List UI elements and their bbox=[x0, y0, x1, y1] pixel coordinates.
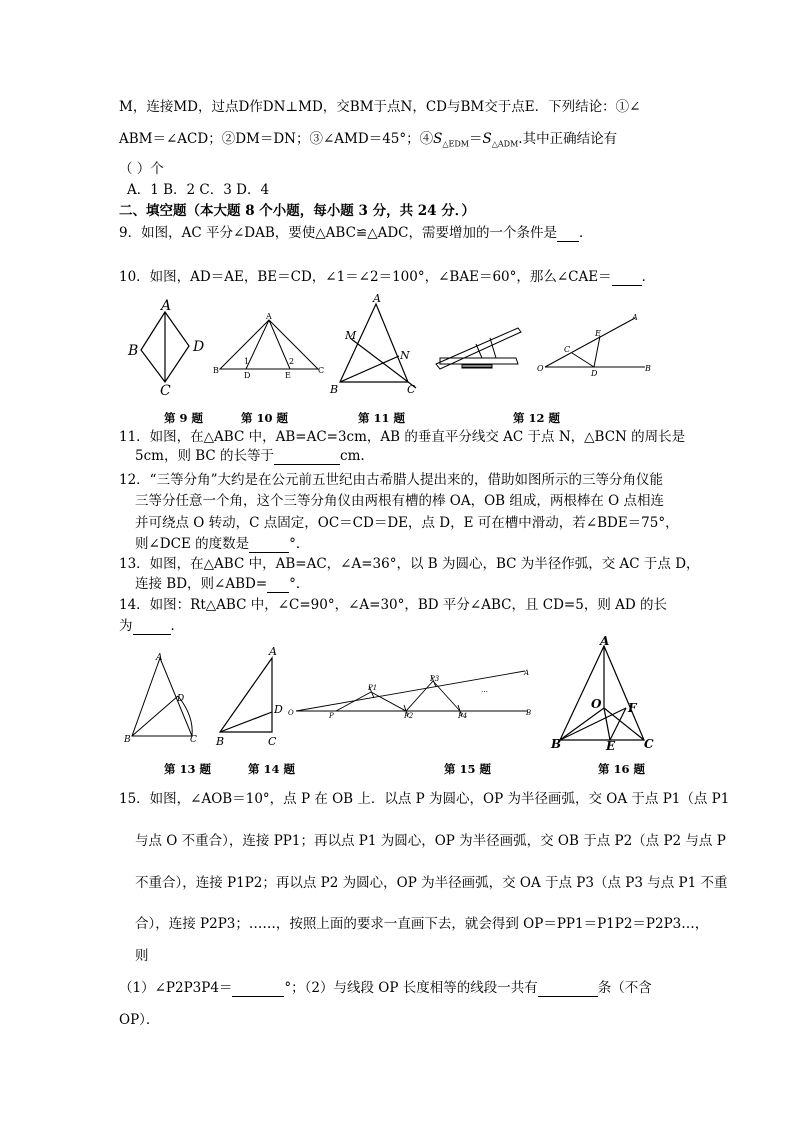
q8-line2-text: ABM＝∠ACD；②DM＝DN；③∠AMD＝45°；④ bbox=[119, 131, 434, 147]
f10-label-a: A bbox=[266, 312, 272, 321]
q8-line2-tail: .其中正确结论有 bbox=[518, 131, 618, 147]
f9-label-a: A bbox=[161, 298, 172, 314]
f15-label-p4: P4 bbox=[458, 712, 468, 720]
f14-label-d: D bbox=[274, 703, 283, 716]
f10-angle-1: 1 bbox=[244, 357, 250, 366]
q15-part2-blank[interactable] bbox=[538, 982, 598, 997]
f15-label-p3: P3 bbox=[430, 675, 440, 683]
f14-label-a: A bbox=[269, 645, 277, 658]
q8-line2 bbox=[119, 130, 617, 154]
area-sub-b: △ADM bbox=[491, 139, 519, 149]
caption-q15: 第 15 题 bbox=[444, 762, 492, 776]
q10 bbox=[119, 268, 655, 286]
q15-line6 bbox=[119, 979, 652, 997]
f10-label-b: B bbox=[213, 366, 219, 375]
figure-16 bbox=[548, 636, 658, 751]
q13-line2-text: 连接 BD，则∠ABD= bbox=[135, 576, 268, 592]
q15-line3: 不重合），连接 P1P2；再以点 P2 为圆心，OP 为半径画弧，交 OA 于点 P3（点 P3 与点 P1 不重 bbox=[135, 875, 728, 891]
q12-line4 bbox=[135, 535, 309, 553]
q13-line1: 13．如图，在△ABC 中，AB=AC，∠A=36°，以 B 为圆心，BC 为半径作弧，交 AC 于点 D， bbox=[119, 556, 700, 572]
f14-label-c: C bbox=[268, 735, 277, 748]
q13-answer-blank[interactable] bbox=[267, 578, 289, 593]
q15-line7: OP）． bbox=[119, 1012, 160, 1028]
caption-q11: 第 11 题 bbox=[358, 411, 406, 425]
q8-options: A．1 B．2 C．3 D．4 bbox=[127, 182, 270, 198]
q14-line1: 14．如图：Rt△ABC 中，∠C=90°，∠A=30°，BD 平分∠ABC，且 CD=5，则 AD 的长 bbox=[119, 597, 667, 613]
q11-line2-text: 5cm，则 BC 的长等于 bbox=[135, 448, 275, 464]
f16-label-a: A bbox=[600, 634, 610, 648]
f12-label-b: B bbox=[645, 364, 651, 373]
q9-end: ． bbox=[579, 225, 593, 241]
f13-label-b: B bbox=[124, 735, 131, 745]
q8-line3: （ ）个 bbox=[119, 161, 164, 177]
q9-answer-blank[interactable] bbox=[557, 227, 579, 242]
q13-line2-end: °． bbox=[289, 576, 310, 592]
q14-line2 bbox=[119, 617, 184, 635]
f14-label-b: B bbox=[216, 735, 225, 748]
f10-label-e: E bbox=[285, 371, 291, 380]
q12-line3: 并可绕点 O 转动，C 点固定，OC＝CD＝DE，点 D，E 可在槽中滑动，若∠BDE＝75°， bbox=[135, 515, 679, 531]
area-symbol-a: S bbox=[433, 131, 443, 147]
q15-part1-text: （1）∠P2P3P4＝ bbox=[119, 980, 233, 996]
f10-label-d: D bbox=[244, 371, 251, 380]
q9-text: 9．如图，AC 平分∠DAB，要使△ABC≌△ADC，需要增加的一个条件是 bbox=[119, 225, 557, 241]
q11-line2 bbox=[135, 447, 365, 465]
f16-label-c: C bbox=[644, 737, 654, 751]
figure-11 bbox=[328, 292, 418, 396]
figure-13 bbox=[122, 650, 202, 745]
f15-label-p2: P2 bbox=[404, 712, 414, 720]
f15-label-a: A bbox=[524, 669, 530, 677]
figure-12 bbox=[535, 312, 655, 377]
q14-line2-text: 为 bbox=[119, 618, 133, 634]
f15-label-b: B bbox=[526, 709, 532, 717]
q15-part2-end: 条（不含 bbox=[597, 980, 652, 996]
f15-label-p: P bbox=[329, 712, 334, 720]
f12-label-e: E bbox=[595, 329, 601, 338]
q9 bbox=[119, 224, 593, 242]
f13-label-c: C bbox=[190, 735, 197, 745]
q12-line1: 12．“三等分角”大约是在公元前五世纪由古希腊人提出来的，借助如图所示的三等分角仪能 bbox=[119, 472, 663, 488]
f12-label-d: D bbox=[591, 369, 598, 378]
f11-label-b: B bbox=[330, 383, 339, 396]
caption-q16: 第 16 题 bbox=[598, 762, 646, 776]
q15-line2: 与点 O 不重合），连接 PP1；再以点 P1 为圆心，OP 为半径画弧，交 OB 于点 P2（点 P2 与点 P bbox=[135, 833, 726, 849]
figure-15 bbox=[288, 668, 533, 718]
q15-line5: 则 bbox=[135, 948, 149, 964]
figure-14 bbox=[210, 644, 290, 749]
f12-label-o: O bbox=[537, 364, 544, 373]
q10-end: ． bbox=[641, 269, 656, 285]
caption-q9: 第 9 题 bbox=[164, 411, 204, 425]
q10-text: 10．如图，AD＝AE，BE＝CD，∠1＝∠2＝100°，∠BAE＝60°，那么∠CAE＝ bbox=[119, 269, 612, 285]
q11-line2-end: cm. bbox=[340, 448, 365, 464]
q12-answer-blank[interactable] bbox=[249, 538, 289, 553]
figure-12-trisector bbox=[432, 320, 527, 380]
q13-line2 bbox=[135, 575, 309, 593]
area-sub-a: △EDM bbox=[442, 139, 469, 149]
f16-label-e: E bbox=[606, 739, 616, 753]
f9-label-b: B bbox=[128, 343, 139, 359]
f16-label-f: F bbox=[628, 701, 637, 715]
q11-answer-blank[interactable] bbox=[274, 450, 340, 465]
caption-q13: 第 13 题 bbox=[164, 762, 212, 776]
f16-label-b: B bbox=[551, 737, 562, 751]
f9-label-d: D bbox=[193, 339, 205, 355]
f11-label-c: C bbox=[407, 383, 416, 396]
q15-part1-blank[interactable] bbox=[232, 982, 284, 997]
f15-label-o: O bbox=[288, 709, 294, 717]
caption-q12: 第 12 题 bbox=[513, 411, 561, 425]
f9-label-c: C bbox=[160, 383, 171, 399]
q12-line2: 三等分任意一个角，这个三等分角仪由两根有槽的棒 OA，OB 组成，两根棒在 O 点相连 bbox=[135, 493, 665, 509]
q12-line4-text: 则∠DCE 的度数是 bbox=[135, 536, 250, 552]
area-eq: ＝ bbox=[469, 131, 483, 147]
f16-label-o: O bbox=[591, 697, 602, 711]
f11-label-n: N bbox=[400, 349, 410, 362]
q12-line4-end: °． bbox=[289, 536, 310, 552]
q11-line1: 11．如图，在△ABC 中，AB=AC=3cm，AB 的垂直平分线交 AC 于点 N，△BCN 的周长是 bbox=[119, 429, 686, 445]
f15-label-p1: P1 bbox=[368, 684, 378, 692]
f11-label-a: A bbox=[373, 292, 381, 305]
q15-line1: 15．如图，∠AOB＝10°，点 P 在 OB 上．以点 P 为圆心，OP 为半径画弧，交 OA 于点 P1（点 P1 bbox=[119, 791, 730, 807]
q14-line2-end: ． bbox=[170, 618, 184, 634]
caption-q10: 第 10 题 bbox=[241, 411, 289, 425]
figure-9 bbox=[125, 298, 205, 399]
q10-answer-blank[interactable] bbox=[612, 271, 642, 286]
f15-ellipsis: … bbox=[481, 686, 488, 694]
f13-label-d: D bbox=[177, 694, 185, 704]
f10-angle-2: 2 bbox=[289, 357, 295, 366]
caption-q14: 第 14 题 bbox=[248, 762, 296, 776]
f11-label-m: M bbox=[345, 329, 357, 342]
f12-label-a: A bbox=[632, 313, 638, 322]
q14-answer-blank[interactable] bbox=[133, 620, 171, 635]
q15-line4: 合），连接 P2P3；……，按照上面的要求一直画下去，就会得到 OP＝PP1＝P1P2＝P2P3…， bbox=[135, 916, 709, 932]
f13-label-a: A bbox=[156, 653, 163, 663]
section2-title: 二、填空题（本大题 8 个小题，每小题 3 分，共 24 分．） bbox=[119, 203, 476, 219]
area-symbol-b: S bbox=[482, 131, 492, 147]
q8-line1: M，连接MD，过点D作DN⊥MD，交BM于点N，CD与BM交于点E．下列结论：①∠ bbox=[119, 99, 641, 115]
f10-label-c: C bbox=[318, 366, 325, 375]
f12-label-c: C bbox=[564, 345, 571, 354]
q15-part2-text: °；（2）与线段 OP 长度相等的线段一共有 bbox=[284, 980, 538, 996]
figure-10 bbox=[210, 312, 330, 382]
